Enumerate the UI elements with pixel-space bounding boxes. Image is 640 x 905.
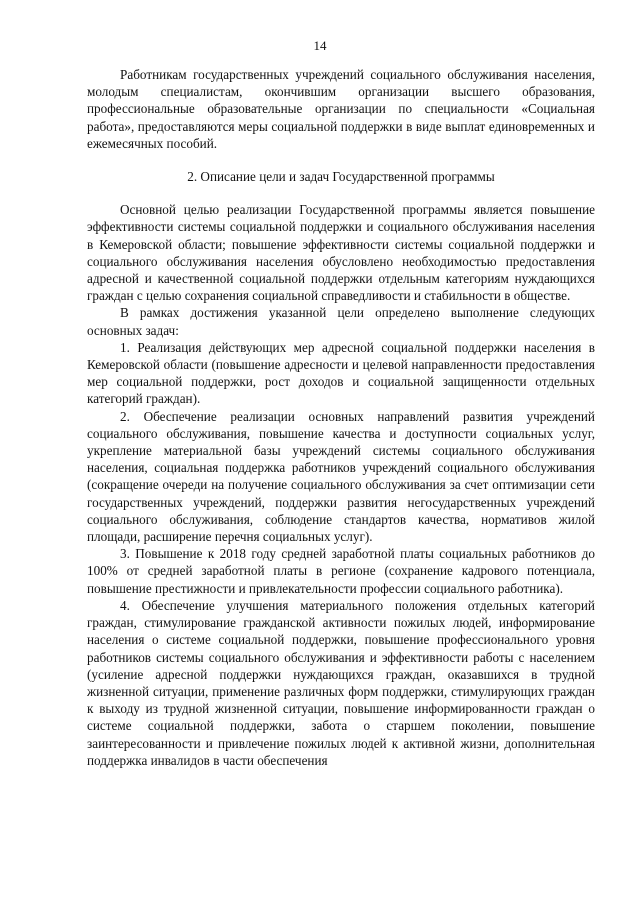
paragraph-goal: Основной целью реализации Государственной программы является повышение эффективности системы социальной поддержки и социального обслуживания населения в Кемеровской области; повышение эффективности системы социальной поддержки и социального обслуживания населения обусловлено необходимостью предоставления адресной и качественной социальной поддержки отдельным категориям нуждающихся граждан с целью сохранения социальной справедливости и стабильности в обществе.: [87, 202, 595, 304]
spacer: [87, 185, 595, 201]
page-content: [87, 66, 595, 769]
intro-paragraph: Работникам государственных учреждений социального обслуживания населения, молодым специалистам, окончившим организации высшего образования, профессиональные образовательные организации по специальности «Социальная работа», предоставляются меры социальной поддержки в виде выплат единовременных и ежемесячных пособий.: [87, 67, 595, 151]
paragraph-tasks-intro: В рамках достижения указанной цели определено выполнение следующих основных задач:: [87, 305, 595, 338]
section-heading: 2. Описание цели и задач Государственной программы: [187, 169, 495, 185]
spacer: [87, 152, 595, 168]
task-item-2: 2. Обеспечение реализации основных направлений развития учреждений социального обслуживания, повышение качества и доступности социальных услуг, укрепление материальной базы учреждений системы социального обслуживания населения, социальная поддержка работников учреждений социального обслуживания (сокращение очереди на получение социального обслуживания за счет оптимизации сети государственных учреждений, поддержки развития негосударственных учреждений социального обслуживания, соблюдение стандартов качества, нормативов жилой площади, расширение перечня социальных услуг).: [87, 408, 595, 545]
task-item-3: 3. Повышение к 2018 году средней заработной платы социальных работников до 100% от средней заработной платы в регионе (сохранение кадрового потенциала, повышение престижности и привлекательности профессии социального работника).: [87, 546, 595, 596]
task-item-4: 4. Обеспечение улучшения материального положения отдельных категорий граждан, стимулирование гражданской активности пожилых людей, информирование населения о системе социальной поддержки, повышение профессионального уровня работников системы социального обслуживания и эффективности работы с населением (усиление адресной поддержки нуждающихся граждан, оказавшихся в трудной жизненной ситуации, применение различных форм поддержки, стимулирующих граждан к выходу из трудной жизненной ситуации, повышение информированности граждан о системе социальной поддержки, забота о старшем поколении, повышение заинтересованности и привлечение пожилых людей к активной жизни, дополнительная поддержка инвалидов в части обеспечения: [87, 597, 595, 768]
task-item-1: 1. Реализация действующих мер адресной социальной поддержки населения в Кемеровской области (повышение адресности и целевой направленности предоставления мер социальной поддержки, рост доходов и социальной защищенности отдельных категорий граждан).: [87, 339, 595, 407]
page-number: 14: [313, 38, 327, 53]
